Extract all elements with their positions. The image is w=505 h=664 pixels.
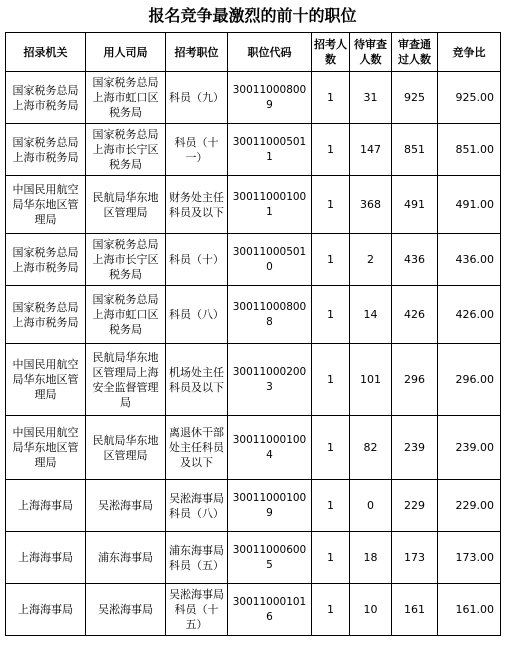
- table-row: [6, 344, 501, 416]
- cell-pending: 10: [350, 584, 392, 636]
- cell-passed: 925: [392, 72, 438, 124]
- cell-position: 科员（八）: [166, 286, 228, 344]
- cell-code: 300110005011: [228, 124, 312, 176]
- cell-dept: 国家税务总局上海市虹口区税务局: [86, 286, 166, 344]
- cell-position: 科员（九）: [166, 72, 228, 124]
- cell-code: 300110008009: [228, 72, 312, 124]
- cell-recruit: 1: [312, 480, 350, 532]
- cell-recruit: 1: [312, 124, 350, 176]
- cell-code: 300110001009: [228, 480, 312, 532]
- cell-passed: 239: [392, 416, 438, 480]
- cell-passed: 161: [392, 584, 438, 636]
- cell-code: 300110001016: [228, 584, 312, 636]
- cell-dept: 民航局华东地区管理局: [86, 416, 166, 480]
- table-row: [6, 72, 501, 124]
- cell-recruit: 1: [312, 344, 350, 416]
- header-passed: 审查通过人数: [392, 33, 438, 72]
- cell-passed: 436: [392, 234, 438, 286]
- positions-table: [5, 32, 501, 636]
- cell-position: 科员（十一）: [166, 124, 228, 176]
- cell-code: 300110001004: [228, 416, 312, 480]
- header-recruit: 招考人数: [312, 33, 350, 72]
- cell-dept: 吴淞海事局: [86, 584, 166, 636]
- table-header-row: [6, 33, 501, 72]
- table-row: [6, 480, 501, 532]
- cell-code: 300110002003: [228, 344, 312, 416]
- cell-passed: 173: [392, 532, 438, 584]
- cell-ratio: 851.00: [438, 124, 501, 176]
- header-agency: 招录机关: [6, 33, 86, 72]
- cell-dept: 吴淞海事局: [86, 480, 166, 532]
- cell-passed: 229: [392, 480, 438, 532]
- cell-agency: 中国民用航空局华东地区管理局: [6, 176, 86, 234]
- cell-position: 吴淞海事局科员（八）: [166, 480, 228, 532]
- cell-pending: 2: [350, 234, 392, 286]
- cell-agency: 上海海事局: [6, 532, 86, 584]
- header-position: 招考职位: [166, 33, 228, 72]
- cell-pending: 368: [350, 176, 392, 234]
- cell-position: 离退休干部处主任科员及以下: [166, 416, 228, 480]
- cell-dept: 浦东海事局: [86, 532, 166, 584]
- page-title: 报名竞争最激烈的前十的职位: [148, 6, 357, 25]
- cell-pending: 0: [350, 480, 392, 532]
- cell-pending: 18: [350, 532, 392, 584]
- header-pending: 待审查人数: [350, 33, 392, 72]
- cell-agency: 上海海事局: [6, 584, 86, 636]
- cell-position: 吴淞海事局科员（十五）: [166, 584, 228, 636]
- header-ratio: 竞争比: [438, 33, 501, 72]
- header-code: 职位代码: [228, 33, 312, 72]
- cell-recruit: 1: [312, 286, 350, 344]
- cell-dept: 民航局华东地区管理局: [86, 176, 166, 234]
- cell-pending: 101: [350, 344, 392, 416]
- cell-dept: 国家税务总局上海市长宁区税务局: [86, 124, 166, 176]
- cell-agency: 国家税务总局上海市税务局: [6, 72, 86, 124]
- table-row: [6, 124, 501, 176]
- cell-dept: 国家税务总局上海市长宁区税务局: [86, 234, 166, 286]
- table-row: [6, 176, 501, 234]
- cell-pending: 31: [350, 72, 392, 124]
- cell-passed: 491: [392, 176, 438, 234]
- cell-pending: 82: [350, 416, 392, 480]
- cell-recruit: 1: [312, 532, 350, 584]
- cell-agency: 上海海事局: [6, 480, 86, 532]
- cell-position: 浦东海事局科员（五）: [166, 532, 228, 584]
- cell-agency: 中国民用航空局华东地区管理局: [6, 344, 86, 416]
- cell-pending: 14: [350, 286, 392, 344]
- cell-position: 机场处主任科员及以下: [166, 344, 228, 416]
- cell-ratio: 426.00: [438, 286, 501, 344]
- cell-code: 300110001001: [228, 176, 312, 234]
- cell-ratio: 229.00: [438, 480, 501, 532]
- cell-ratio: 925.00: [438, 72, 501, 124]
- cell-dept: 民航局华东地区管理局上海安全监督管理局: [86, 344, 166, 416]
- cell-ratio: 436.00: [438, 234, 501, 286]
- table-row: [6, 234, 501, 286]
- cell-agency: 国家税务总局上海市税务局: [6, 234, 86, 286]
- cell-ratio: 491.00: [438, 176, 501, 234]
- table-row: [6, 584, 501, 636]
- table-row: [6, 416, 501, 480]
- cell-recruit: 1: [312, 416, 350, 480]
- cell-recruit: 1: [312, 176, 350, 234]
- cell-dept: 国家税务总局上海市虹口区税务局: [86, 72, 166, 124]
- cell-ratio: 161.00: [438, 584, 501, 636]
- cell-pending: 147: [350, 124, 392, 176]
- cell-passed: 851: [392, 124, 438, 176]
- cell-passed: 426: [392, 286, 438, 344]
- cell-position: 财务处主任科员及以下: [166, 176, 228, 234]
- cell-agency: 中国民用航空局华东地区管理局: [6, 416, 86, 480]
- cell-passed: 296: [392, 344, 438, 416]
- cell-ratio: 173.00: [438, 532, 501, 584]
- cell-ratio: 296.00: [438, 344, 501, 416]
- cell-position: 科员（十）: [166, 234, 228, 286]
- cell-recruit: 1: [312, 234, 350, 286]
- cell-code: 300110005010: [228, 234, 312, 286]
- cell-agency: 国家税务总局上海市税务局: [6, 124, 86, 176]
- table-row: [6, 532, 501, 584]
- cell-recruit: 1: [312, 72, 350, 124]
- cell-recruit: 1: [312, 584, 350, 636]
- cell-code: 300110008008: [228, 286, 312, 344]
- cell-code: 300110006005: [228, 532, 312, 584]
- table-row: [6, 286, 501, 344]
- cell-ratio: 239.00: [438, 416, 501, 480]
- header-dept: 用人司局: [86, 33, 166, 72]
- cell-agency: 国家税务总局上海市税务局: [6, 286, 86, 344]
